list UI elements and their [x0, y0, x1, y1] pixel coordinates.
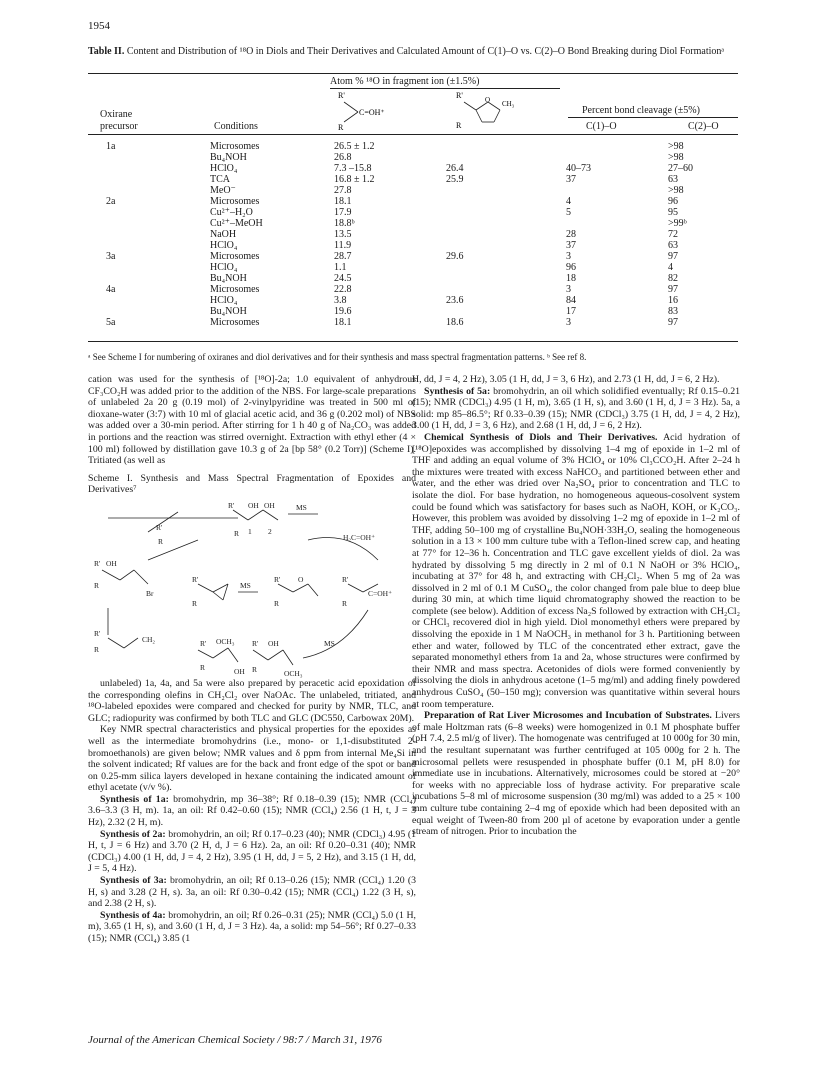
- right-paragraph-4: [412, 710, 740, 838]
- table-row: [88, 251, 738, 262]
- table-cell-condition: HClO₄: [210, 262, 238, 273]
- left-paragraph-6: [88, 875, 416, 910]
- table-cell-frag2: [444, 273, 564, 284]
- table-cell-precursor: [88, 262, 208, 273]
- table-cell-frag1: 22.8: [334, 284, 352, 295]
- right-paragraph-2: [412, 386, 740, 432]
- table-cell-precursor: [88, 207, 208, 218]
- svg-text:R': R': [338, 91, 345, 100]
- svg-text:OH: OH: [248, 500, 259, 510]
- table-cell-c2: 95: [668, 207, 678, 218]
- table-cell-frag2: [444, 218, 564, 229]
- table-row: [88, 163, 738, 174]
- table-cell-frag1: 18.8ᵇ: [334, 218, 355, 229]
- table-cell-c2: 63: [668, 174, 678, 185]
- synthesis-3a-heading: Synthesis of 3a:: [100, 875, 167, 887]
- table-cell-frag2: [444, 262, 564, 273]
- table-cell-condition: HClO₄: [210, 163, 238, 174]
- table-footnote: ᵃ See Scheme I for numbering of oxiranes and diol derivatives and for their synthesis and mass spectral fragmentation patterns. ᵇ See ref 8.: [88, 352, 587, 362]
- table-cell-frag1: 3.8: [334, 295, 347, 306]
- synthesis-4a-heading: Synthesis of 4a:: [100, 909, 166, 921]
- table-cell-precursor: 2a: [106, 196, 116, 207]
- synthesis-3a-text: bromohydrin, an oil; Rf 0.13–0.26 (15); NMR (CCl₄) 1.20 (3 H, s) and 3.28 (2 H, s). 3a, an oil: Rf 0.30–0.42 (15); NMR (CCl₄) 1.22 (3 H, s), and 2.38 (2 H, s).: [88, 875, 417, 910]
- table-cell-precursor: [88, 152, 208, 163]
- fragment-ion-1-structure: [332, 90, 442, 130]
- table-cell-c1: 3: [566, 251, 571, 262]
- svg-text:CH₃: CH₃: [502, 100, 515, 108]
- table-cell-condition: NaOH: [210, 229, 237, 240]
- table-row: [88, 141, 738, 152]
- synthesis-4a-text: bromohydrin, an oil; Rf 0.26–0.31 (25); NMR (CCl₄) 5.0 (1 H, m), 3.65 (1 H, s), and 3.60 (1 H, d, J = 3 Hz). 4a, a solid: mp 54–56°; Rf 0.27–0.33 (15); NMR (CCl₄) 3.85 (1: [88, 909, 416, 944]
- svg-text:CH₂: CH₂: [142, 634, 156, 644]
- table-cell-c2: 97: [668, 284, 678, 295]
- table-cell-condition: Microsomes: [210, 141, 260, 152]
- table-cell-c2: >98: [668, 152, 684, 163]
- table-top-rule: [88, 73, 738, 74]
- table-cell-frag2: [444, 207, 564, 218]
- table-cell-c1: 18: [566, 273, 576, 284]
- left-column: [88, 374, 416, 945]
- table-cell-condition: Cu²⁺–MeOH: [210, 218, 263, 229]
- svg-text:R': R': [456, 91, 463, 100]
- svg-text:R: R: [456, 121, 462, 130]
- table-row: [88, 152, 738, 163]
- synthesis-5a-heading: Synthesis of 5a:: [424, 385, 491, 397]
- table-cell-c2: 82: [668, 273, 678, 284]
- synthesis-2a-text: bromohydrin, an oil; Rf 0.17–0.23 (40); NMR (CDCl₃) 4.95 (1 H, t, J = 6 Hz) and 3.70 (2 H, d, J = 6 Hz). 2a, an oil: Rf 0.20–0.31 (40); NMR (CDCl₃) 4.00 (1 H, dd, J = 4, 2 Hz), 3.95 (1 H, dd, J = 5, 2 Hz), and 3.15 (1 H, dd, J = 5, 4 Hz).: [88, 828, 416, 875]
- table-cell-frag1: 19.6: [334, 306, 352, 317]
- table-cell-frag1: 18.1: [334, 196, 352, 207]
- table-row: [88, 174, 738, 185]
- table-cell-frag2: [444, 196, 564, 207]
- table-row: [88, 284, 738, 295]
- right-column: [412, 374, 740, 838]
- svg-text:R: R: [274, 598, 280, 608]
- table-row: [88, 185, 738, 196]
- table-cell-frag2: 29.6: [446, 251, 464, 262]
- table-cell-frag1: 24.5: [334, 273, 352, 284]
- header-precursor: precursor: [100, 121, 138, 132]
- svg-text:1: 1: [248, 526, 252, 536]
- svg-text:R: R: [252, 664, 258, 674]
- table-cell-c1: 3: [566, 284, 571, 295]
- table-cell-frag2: [444, 306, 564, 317]
- table-cell-c1: 28: [566, 229, 576, 240]
- table-cell-condition: Bu₄NOH: [210, 273, 247, 284]
- table-row: [88, 229, 738, 240]
- table-cell-frag1: 27.8: [334, 185, 352, 196]
- svg-text:R': R': [228, 500, 235, 510]
- table-cell-c1: [564, 218, 666, 229]
- table-cell-c2: >98: [668, 185, 684, 196]
- table-cell-c1: [564, 185, 666, 196]
- svg-text:R': R': [192, 574, 199, 584]
- left-paragraph-2: unlabeled) 1a, 4a, and 5a were also prepared by peracetic acid epoxidation of the corresponding olefins in CH₂Cl₂ over NaOAc. The unlabeled, tritiated, and ¹⁸O-labeled epoxides were compared and checked for purity by NMR, TLC, and GLC; radiopurity was confirmed by both TLC and GLC (DC550, Carbowax 20M).: [88, 677, 416, 724]
- table-cell-condition: Cu²⁺–H₂O: [210, 207, 253, 218]
- svg-text:R: R: [158, 536, 164, 546]
- table-cell-c1: 40–73: [566, 163, 591, 174]
- table-cell-c2: 97: [668, 317, 678, 328]
- table-cell-c2: 96: [668, 196, 678, 207]
- svg-text:OH: OH: [106, 558, 117, 568]
- table-cell-precursor: [88, 306, 208, 317]
- table-cell-c1: 96: [566, 262, 576, 273]
- svg-text:OH: OH: [264, 500, 275, 510]
- table-cell-condition: Microsomes: [210, 284, 260, 295]
- header-conditions: Conditions: [214, 121, 258, 132]
- svg-text:R': R': [252, 638, 259, 648]
- table-cell-frag1: 18.1: [334, 317, 352, 328]
- svg-text:R: R: [94, 580, 100, 590]
- svg-text:MS: MS: [324, 638, 335, 648]
- svg-text:C=OH⁺: C=OH⁺: [359, 108, 385, 117]
- table-cell-precursor: [88, 185, 208, 196]
- table-cell-c1: 17: [566, 306, 576, 317]
- table-cell-condition: Microsomes: [210, 317, 260, 328]
- svg-text:O: O: [298, 574, 304, 584]
- table-cell-precursor: 4a: [106, 284, 116, 295]
- table-cell-precursor: 5a: [106, 317, 116, 328]
- synthesis-1a-heading: Synthesis of 1a:: [100, 793, 169, 805]
- table-row: [88, 273, 738, 284]
- table-cell-frag1: 13.5: [334, 229, 352, 240]
- table-caption-label: Table II.: [88, 46, 125, 57]
- header-oxirane: Oxirane: [100, 109, 133, 120]
- table-row: [88, 240, 738, 251]
- svg-text:2: 2: [268, 526, 272, 536]
- page-number: 1954: [88, 20, 110, 32]
- table-cell-frag2: 26.4: [446, 163, 464, 174]
- table-bottom-rule: [88, 341, 738, 342]
- svg-text:R: R: [200, 662, 206, 672]
- data-table: [88, 141, 738, 328]
- scheme-caption: Scheme I. Synthesis and Mass Spectral Fragmentation of Epoxides and Derivatives⁷: [88, 472, 416, 496]
- table-cell-frag2: [444, 152, 564, 163]
- table-cell-c2: >98: [668, 141, 684, 152]
- right-paragraph-3: [412, 432, 740, 710]
- table-row: [88, 218, 738, 229]
- table-cell-frag1: 26.5 ± 1.2: [334, 141, 375, 152]
- table-cell-c2: 72: [668, 229, 678, 240]
- table-cell-frag1: 1.1: [334, 262, 347, 273]
- chemical-synthesis-heading: Chemical Synthesis of Diols and Their Derivatives.: [424, 431, 658, 443]
- svg-text:MS: MS: [296, 502, 307, 512]
- svg-text:R': R': [200, 638, 207, 648]
- header-percent-rule: [568, 117, 738, 118]
- table-cell-frag1: 16.8 ± 1.2: [334, 174, 375, 185]
- table-cell-frag1: 28.7: [334, 251, 352, 262]
- table-cell-precursor: [88, 174, 208, 185]
- table-cell-c1: 84: [566, 295, 576, 306]
- microsomes-heading: Preparation of Rat Liver Microsomes and Incubation of Substrates.: [424, 710, 712, 722]
- table-cell-precursor: [88, 218, 208, 229]
- right-paragraph-1: H, dd, J = 4, 2 Hz), 3.05 (1 H, dd, J = 3, 6 Hz), and 2.73 (1 H, dd, J = 6, 2 Hz).: [412, 374, 720, 385]
- table-cell-frag2: [444, 185, 564, 196]
- table-cell-c2: 16: [668, 295, 678, 306]
- table-row: [88, 306, 738, 317]
- table-cell-precursor: [88, 295, 208, 306]
- svg-text:R': R': [274, 574, 281, 584]
- table-cell-frag2: [444, 141, 564, 152]
- table-cell-c2: 4: [668, 262, 673, 273]
- table-cell-condition: Microsomes: [210, 251, 260, 262]
- table-cell-c1: 37: [566, 240, 576, 251]
- synthesis-1a-text: bromohydrin, mp 36–38°; Rf 0.18–0.39 (15); NMR (CCl₄) 3.6–3.3 (3 H, m). 1a, an oil: Rf 0.42–0.60 (15); NMR (CCl₄) 2.56 (1 H, t, J = 3 Hz), 2.32 (2 H, m).: [88, 793, 416, 829]
- left-paragraph-7: [88, 910, 416, 945]
- table-cell-condition: HClO₄: [210, 295, 238, 306]
- svg-text:O: O: [485, 96, 491, 104]
- left-paragraph-4: [88, 794, 416, 829]
- svg-text:Br: Br: [146, 588, 154, 598]
- table-row: [88, 207, 738, 218]
- table-cell-precursor: 1a: [106, 141, 116, 152]
- table-cell-condition: Bu₄NOH: [210, 306, 247, 317]
- table-cell-frag1: 26.8: [334, 152, 352, 163]
- microsomes-text: Livers of male Holtzman rats (6–8 weeks) were homogenized in 0.1 M phosphate buffer (pH 7.4, 2.5 ml/g of liver). The homogenate was centrifuged at 10 000g for 30 min, and the resultant supernatant was further centrifuged at 105 000g for 2 h. The microsomal pellets were resuspended in phosphate buffer (0.1 M, pH 8.0) for immediate use in incubations. Alternatively, microsomes could be stored at −20° for weeks with no appreciable loss of hydrase activity. For preparative scale incubations 5–8 ml of microsome suspension (30 mg/ml) was added to a 25 × 100 mm culture tube containing 2–4 mg of epoxide which had been deposited with an equal weight of Tween-80 from 200 µl of acetone by evaporation under a gentle stream of nitrogen. Prior to incubation the: [412, 710, 740, 838]
- header-percent: Percent bond cleavage (±5%): [582, 105, 700, 116]
- chemical-synthesis-text: Acid hydration of [¹⁸O]epoxides was accomplished by dissolving 1–4 mg of epoxide in 1–2 ml of THF and adding an equal volume of 3% HClO₄ or 10% Cl₃CCO₂H. After 2–24 h the mixtures were treated with excess NaHCO₃ and partitioned between ether and water, and the ether was dried over Na₂SO₄ prior to concentration and TLC to isolate the diol. For base hydration, no homogeneous aqueous-cosolvent system could be found which was satisfactory for bases such as NaOH, KOH, or K₂CO₃. However, this problem was avoided by dissolving 1–2 mg of epoxide in 1–2 ml of THF, adding 50–100 mg of crystalline Bu₄NOH·33H₂O, sealing the homogeneous solution in a 13 × 100 mm culture tube with a Teflon-lined screw cap, and heating at 77° for 12–36 h. Concentration and TLC gave excellent yields of diol. 2a was hydrated by dissolving 5 mg directly in 2 ml of 0.1 N NaOH or 3% HClO₄, incubating at 37° for 48 h, and extracting with CH₂Cl₂. When 5 mg of 2a was dissolved in 2 ml of 0.1 M CuSO₄, the color changed from pale blue to deep blue during 30 min, at which time liquid chromatography showed the reaction to be complete (see below). Addition of excess Na₂S followed by extraction with CH₂Cl₂ or CHCl₃ recovered diol in high yield. Diol monomethyl ethers were prepared by dissolving the epoxide in 1 M NaOCH₃ in methanol for 3 h. Partitioning between ether and water, followed by TLC of the concentrated ether extract, gave the separated monomethyl ethers from 1a and 2a, whose structures were confirmed by their NMR and mass spectra. Acetonides of diols were formed conveniently by dissolving the diols in anhydrous acetone (1–5 mg/ml) and adding finely powdered anhydrous CuSO₄ (50–150 mg); conversion was quantitative within several hours at room temperature.: [412, 431, 741, 710]
- table-cell-c2: >99ᵇ: [668, 218, 687, 229]
- scheme-diagram: [88, 500, 416, 678]
- svg-text:OCH₃: OCH₃: [284, 668, 303, 678]
- table-cell-precursor: 3a: [106, 251, 116, 262]
- table-cell-c1: [564, 152, 666, 163]
- table-cell-precursor: [88, 240, 208, 251]
- svg-text:OH: OH: [268, 638, 279, 648]
- table-row: [88, 295, 738, 306]
- svg-text:R: R: [338, 123, 344, 130]
- svg-text:R: R: [94, 644, 100, 654]
- table-cell-frag2: 23.6: [446, 295, 464, 306]
- table-cell-condition: Microsomes: [210, 196, 260, 207]
- header-atom: Atom % ¹⁸O in fragment ion (±1.5%): [330, 76, 480, 87]
- svg-text:R': R': [156, 522, 163, 532]
- table-cell-condition: TCA: [210, 174, 230, 185]
- table-row: [88, 196, 738, 207]
- header-atom-rule: [330, 88, 560, 89]
- table-cell-frag2: [444, 240, 564, 251]
- table-cell-frag1: 17.9: [334, 207, 352, 218]
- svg-text:C=OH⁺: C=OH⁺: [368, 588, 393, 598]
- table-cell-frag2: 25.9: [446, 174, 464, 185]
- svg-text:OH: OH: [234, 666, 245, 676]
- table-cell-frag2: [444, 229, 564, 240]
- table-cell-precursor: [88, 273, 208, 284]
- table-cell-c1: 4: [566, 196, 571, 207]
- left-paragraph-3: Key NMR spectral characteristics and physical properties for the epoxides as well as the intermediate bromohydrins (i.e., mono- or 1,1-disubstituted 2-bromoethanols) are given below; NMR values and δ ppm from internal Me₄Si in the solvent indicated; Rf values are for the back and front edge of the spot or band on 0.25-mm silica layers developed in hexane containing the indicated amount of ethyl acetate (v/v %).: [88, 724, 416, 794]
- table-cell-c2: 83: [668, 306, 678, 317]
- journal-footer: Journal of the American Chemical Society / 98:7 / March 31, 1976: [88, 1034, 382, 1046]
- svg-text:R': R': [342, 574, 349, 584]
- table-cell-c2: 27–60: [668, 163, 693, 174]
- table-cell-frag2: 18.6: [446, 317, 464, 328]
- fragment-ion-2-structure: [452, 90, 552, 130]
- table-cell-precursor: [88, 229, 208, 240]
- svg-text:MS: MS: [240, 580, 251, 590]
- table-caption-text: Content and Distribution of ¹⁸O in Diols and Their Derivatives and Calculated Amount of C(1)–O vs. C(2)–O Bond Breaking during Diol Formationᵃ: [126, 46, 725, 57]
- header-c2: C(2)–O: [688, 121, 719, 132]
- table-cell-frag2: [444, 284, 564, 295]
- svg-text:R': R': [94, 628, 101, 638]
- table-caption: [88, 46, 738, 58]
- left-paragraph-1: cation was used for the synthesis of [¹⁸O]-2a; 1.0 equivalent of anhydrous CF₃CO₂H was added prior to the addition of the NBS. For large-scale preparations of unlabeled 2a 20 g (0.19 mol) of 2-vinylpyridine was treated in 500 ml of dioxane-water (3:7) with 10 ml of glacial acetic acid, and 36 g (0.202 mol) of NBS was added over a 30-min period. After stirring for 1 h 40 g of Na₂CO₃ was added in portions and the reaction was stirred overnight. Extraction with ethyl ether (4 × 100 ml) followed by distillation gave 10.3 g of 2a [bp 58° (0.2 Torr)] (Scheme I). Tritiated (as well as: [88, 374, 416, 467]
- table-cell-c1: [564, 141, 666, 152]
- table-row: [88, 317, 738, 328]
- table-cell-c1: 5: [566, 207, 571, 218]
- svg-text:R: R: [192, 598, 198, 608]
- table-cell-condition: HClO₄: [210, 240, 238, 251]
- table-cell-frag1: 11.9: [334, 240, 352, 251]
- table-row: [88, 262, 738, 273]
- table-cell-c1: 3: [566, 317, 571, 328]
- table-cell-c2: 97: [668, 251, 678, 262]
- synthesis-5a-text: bromohydrin, an oil which solidified eventually; Rf 0.15–0.21 (15); NMR (CDCl₃) 4.95 (1 H, m), 3.65 (1 H, s), and 3.60 (1 H, d, J = 3 Hz). 5a, a solid: mp 85–86.5°; Rf 0.33–0.39 (15); NMR (CDCl₃) 3.75 (1 H, dd, J = 4, 2 Hz), 3.00 (1 H, dd, J = 3, 6 Hz), and 2.68 (1 H, dd, J = 6, 2 Hz).: [412, 385, 741, 432]
- svg-text:R': R': [94, 558, 101, 568]
- svg-text:R: R: [342, 598, 348, 608]
- synthesis-2a-heading: Synthesis of 2a:: [100, 828, 166, 840]
- table-cell-c2: 63: [668, 240, 678, 251]
- svg-text:R: R: [234, 528, 240, 538]
- header-bottom-rule: [88, 134, 738, 135]
- svg-text:H₂C=OH⁺: H₂C=OH⁺: [343, 532, 376, 542]
- table-cell-c1: 37: [566, 174, 576, 185]
- table-cell-frag1: 7.3 –15.8: [334, 163, 372, 174]
- table-cell-precursor: [88, 163, 208, 174]
- left-paragraph-5: [88, 829, 416, 875]
- table-cell-condition: MeO⁻: [210, 185, 236, 196]
- svg-text:OCH₃: OCH₃: [216, 636, 235, 646]
- table-cell-condition: Bu₄NOH: [210, 152, 247, 163]
- header-c1: C(1)–O: [586, 121, 617, 132]
